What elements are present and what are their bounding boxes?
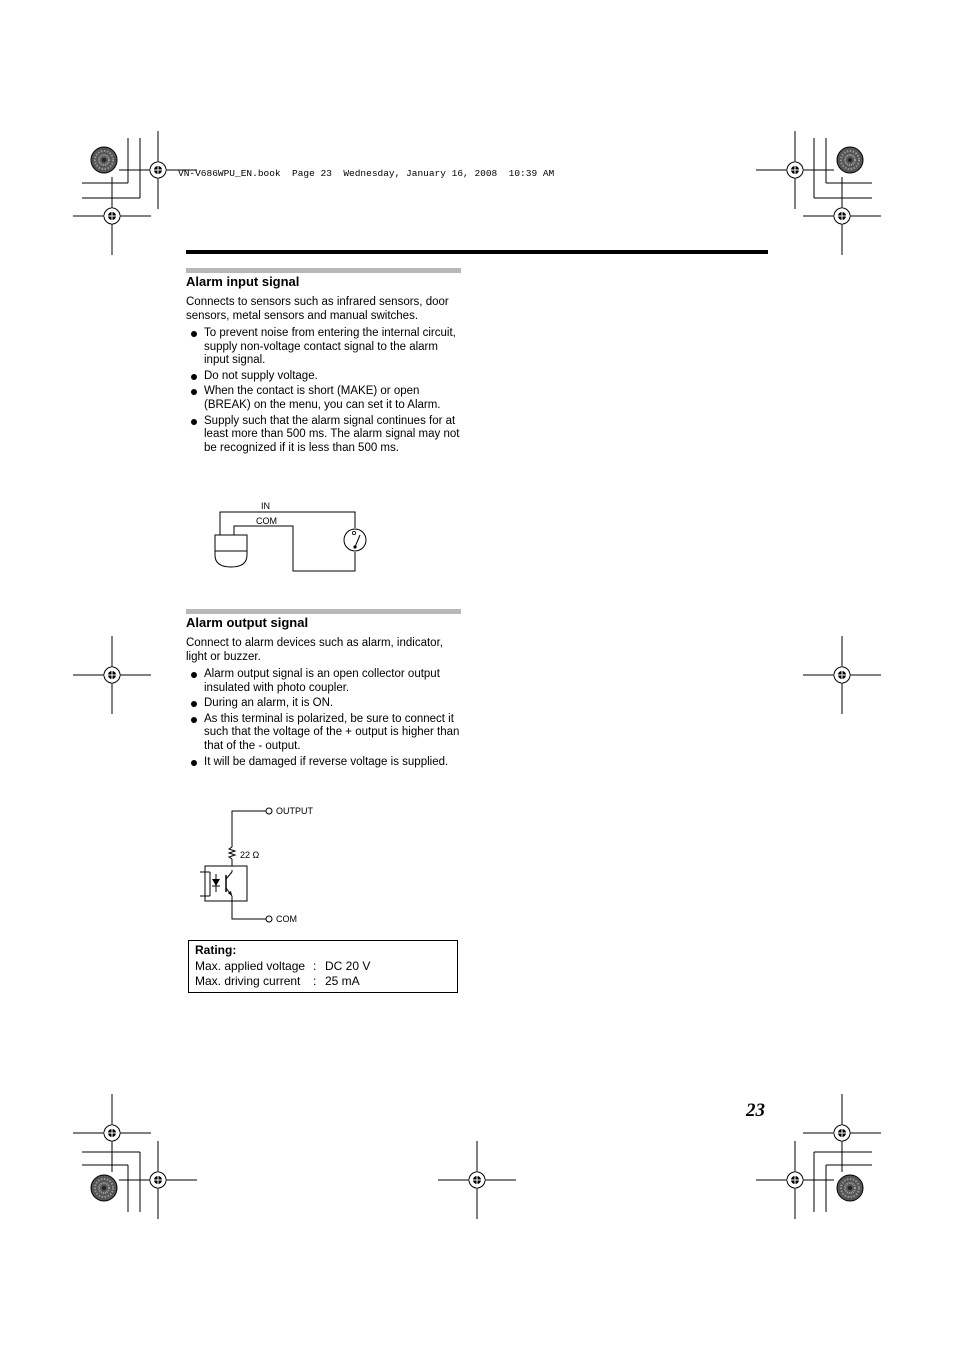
page-number: 23 — [746, 1100, 765, 1121]
bullet-icon — [191, 374, 197, 380]
list-item: During an alarm, it is ON. — [186, 697, 462, 711]
book-header-info: VN-V686WPU_EN.book Page 23 Wednesday, January 16, 2008 10:39 AM — [178, 168, 555, 179]
list-item: As this terminal is polarized, be sure to connect it such that the voltage of the + output is higher than that of the - output. — [186, 713, 462, 754]
crosshair-icon — [73, 1094, 151, 1172]
list-item: Supply such that the alarm signal continues for at least more than 500 ms. The alarm signal may not be recognized if it is less than 500 ms. — [186, 415, 462, 456]
crosshair-icon — [438, 1141, 516, 1219]
label-com: COM — [276, 914, 297, 924]
alarm-input-intro: Connects to sensors such as infrared sensors, door sensors, metal sensors and manual switches. — [186, 296, 449, 322]
alarm-input-diagram — [200, 495, 380, 580]
section-bar — [186, 609, 461, 614]
bullet-icon — [191, 419, 197, 425]
crosshair-icon — [119, 1141, 197, 1219]
section-bar — [186, 268, 461, 273]
list-item: Do not supply voltage. — [186, 370, 462, 384]
list-item: It will be damaged if reverse voltage is supplied. — [186, 756, 462, 770]
label-com: COM — [256, 516, 277, 526]
crosshair-icon — [73, 636, 151, 714]
crosshair-icon — [756, 131, 834, 209]
star-target-icon — [837, 1175, 863, 1201]
camera-icon — [215, 535, 247, 567]
alarm-output-intro: Connect to alarm devices such as alarm, indicator, light or buzzer. — [186, 637, 443, 663]
crosshair-icon — [756, 1141, 834, 1219]
switch-icon — [344, 529, 366, 551]
crosshair-icon — [73, 177, 151, 255]
crosshair-icon — [803, 636, 881, 714]
star-target-icon — [91, 147, 117, 173]
list-item: To prevent noise from entering the internal circuit, supply non-voltage contact signal to the alarm input signal. — [186, 327, 462, 368]
section-title-alarm-input: Alarm input signal — [186, 274, 300, 289]
alarm-output-bullet-list — [186, 668, 462, 771]
rating-title: Rating: — [195, 943, 237, 957]
star-target-icon — [837, 147, 863, 173]
bullet-icon — [191, 701, 197, 707]
label-output: OUTPUT — [276, 806, 313, 816]
resistor-icon — [229, 847, 235, 859]
label-in: IN — [261, 501, 270, 511]
top-rule — [186, 250, 768, 254]
rating-box — [188, 940, 458, 993]
crosshair-icon — [803, 1094, 881, 1172]
list-item: When the contact is short (MAKE) or open (BREAK) on the menu, you can set it to Alarm. — [186, 385, 462, 412]
terminal-icon — [266, 916, 272, 922]
bullet-icon — [191, 331, 197, 337]
bullet-icon — [191, 672, 197, 678]
rating-row: Max. applied voltage : DC 20 V — [195, 958, 371, 973]
star-target-icon — [91, 1175, 117, 1201]
list-item: Alarm output signal is an open collector output insulated with photo coupler. — [186, 668, 462, 695]
label-resistor: 22 Ω — [240, 850, 260, 860]
alarm-output-diagram — [195, 800, 335, 930]
bullet-icon — [191, 389, 197, 395]
alarm-input-bullet-list — [186, 327, 462, 457]
bullet-icon — [191, 760, 197, 766]
crosshair-icon — [803, 177, 881, 255]
terminal-icon — [266, 808, 272, 814]
section-title-alarm-output: Alarm output signal — [186, 615, 309, 630]
rating-row: Max. driving current : 25 mA — [195, 974, 360, 988]
bullet-icon — [191, 717, 197, 723]
